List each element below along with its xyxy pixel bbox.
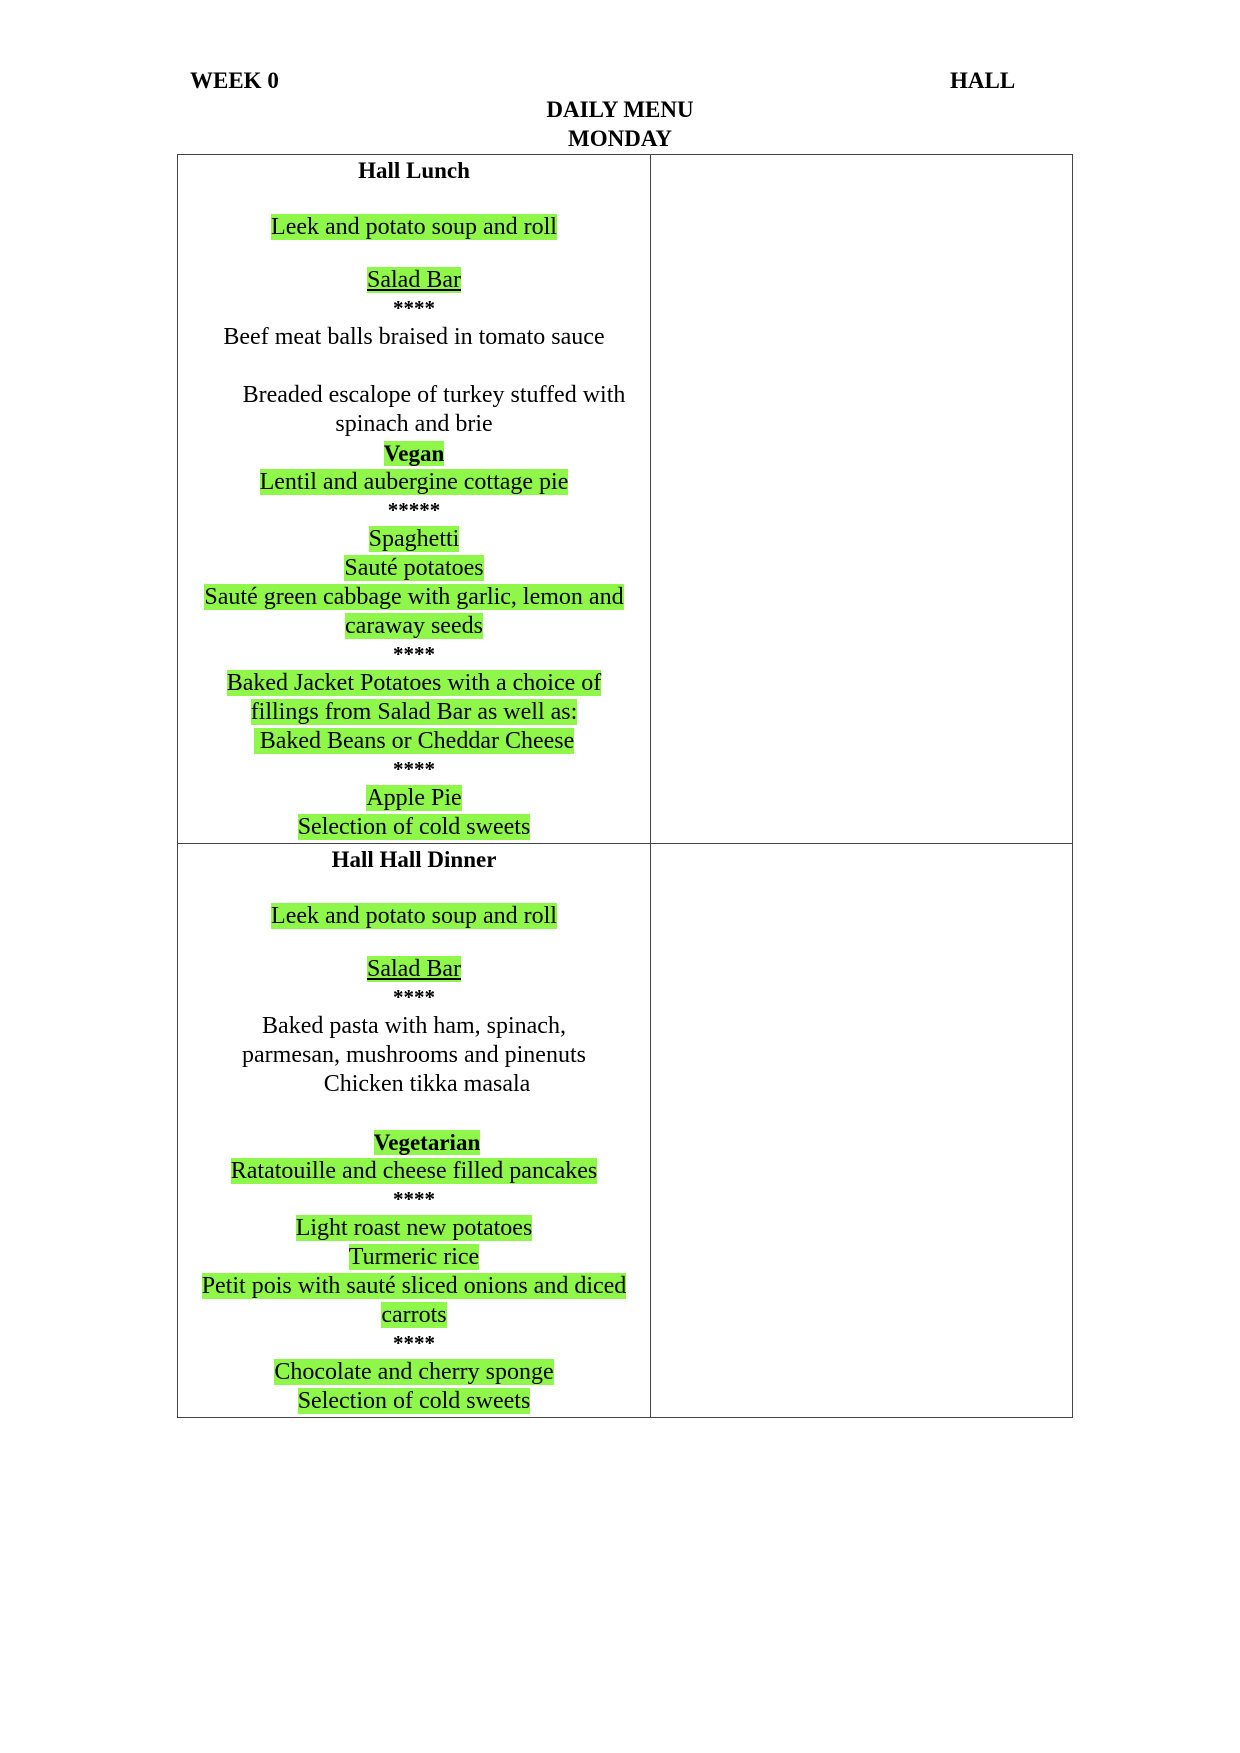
lunch-jacket-2: fillings from Salad Bar as well as: — [250, 699, 578, 725]
lunch-heading: Hall Lunch — [358, 158, 470, 183]
page-title: DAILY MENU — [546, 97, 694, 122]
dinner-separator: **** — [393, 1187, 435, 1211]
dinner-main-1: Baked pasta with ham, spinach, — [262, 1013, 566, 1039]
dinner-main-1-cont: parmesan, mushrooms and pinenuts — [242, 1042, 586, 1068]
week-label: WEEK 0 — [190, 68, 279, 93]
dinner-side-3-cont: carrots — [381, 1302, 447, 1328]
dinner-separator: **** — [393, 985, 435, 1009]
lunch-separator: **** — [393, 757, 435, 781]
lunch-salad-bar: Salad Bar — [367, 267, 461, 293]
dinner-dessert-2: Selection of cold sweets — [297, 1388, 531, 1414]
lunch-separator: **** — [393, 296, 435, 320]
dinner-main-2: Chicken tikka masala — [323, 1071, 531, 1097]
dinner-salad-bar: Salad Bar — [367, 956, 461, 982]
lunch-dessert-2: Selection of cold sweets — [297, 814, 531, 840]
lunch-main-2-cont: spinach and brie — [335, 411, 493, 437]
dinner-vegetarian-label: Vegetarian — [373, 1130, 481, 1155]
dinner-dessert-1: Chocolate and cherry sponge — [274, 1359, 554, 1385]
dinner-side-1: Light roast new potatoes — [295, 1215, 533, 1241]
dinner-notes-cell — [650, 843, 1073, 1418]
lunch-notes-cell — [650, 154, 1073, 844]
dinner-side-3: Petit pois with sauté sliced onions and diced — [201, 1273, 627, 1299]
lunch-side-2: Sauté potatoes — [344, 555, 484, 581]
day-label: MONDAY — [568, 126, 672, 151]
lunch-separator: ***** — [387, 498, 441, 522]
lunch-side-1: Spaghetti — [368, 526, 460, 552]
dinner-separator: **** — [393, 1331, 435, 1355]
dinner-heading: Hall Hall Dinner — [331, 847, 497, 872]
lunch-jacket-1: Baked Jacket Potatoes with a choice of — [226, 670, 602, 696]
lunch-jacket-3: Baked Beans or Cheddar Cheese — [253, 728, 575, 754]
lunch-main-1: Beef meat balls braised in tomato sauce — [223, 324, 605, 350]
dinner-soup: Leek and potato soup and roll — [271, 903, 557, 929]
lunch-soup: Leek and potato soup and roll — [271, 214, 557, 240]
lunch-side-3-cont: caraway seeds — [345, 613, 483, 639]
lunch-dessert-1: Apple Pie — [366, 785, 462, 811]
dinner-vegetarian-dish: Ratatouille and cheese filled pancakes — [230, 1158, 598, 1184]
dinner-side-2: Turmeric rice — [348, 1244, 480, 1270]
lunch-separator: **** — [393, 642, 435, 666]
lunch-main-2: Breaded escalope of turkey stuffed with — [242, 382, 626, 408]
lunch-side-3: Sauté green cabbage with garlic, lemon and — [204, 584, 624, 610]
lunch-vegan-dish: Lentil and aubergine cottage pie — [259, 469, 569, 495]
lunch-vegan-label: Vegan — [383, 441, 445, 466]
location-label: HALL — [950, 68, 1016, 93]
